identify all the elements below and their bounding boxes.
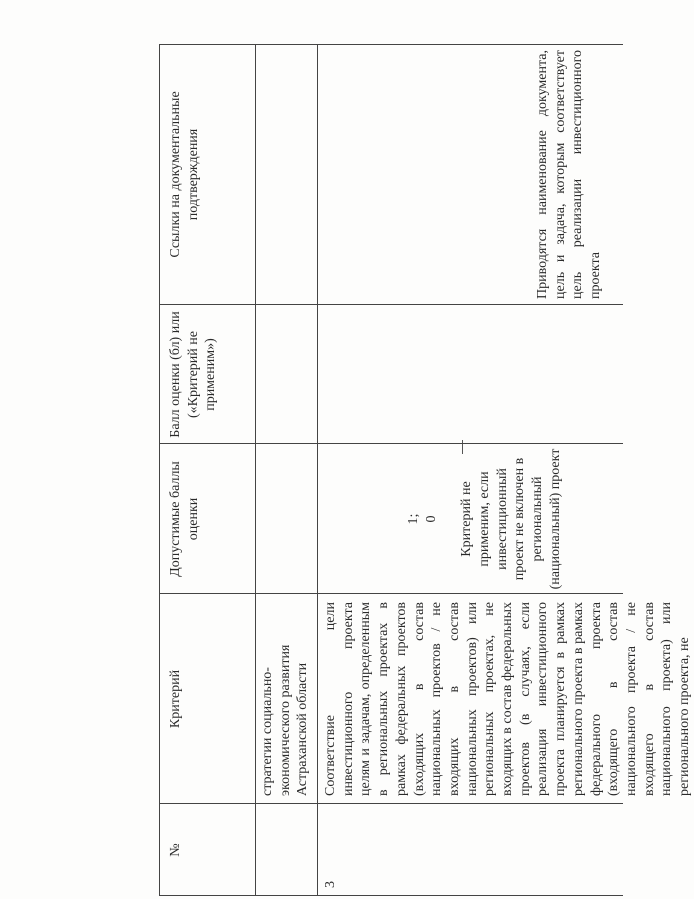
- header-references-text: Ссылки на документальные подтверждения: [168, 91, 201, 258]
- criteria-table: [159, 44, 693, 896]
- row2-allowed-scores: 1; 0 Критерий не применим, если инвестиционный проект не включен в региональный (национальный) проект: [406, 448, 563, 590]
- row1-score: [255, 305, 317, 444]
- row2-score: [317, 305, 623, 444]
- row2-num: 3: [323, 881, 338, 888]
- header-num: [159, 804, 255, 896]
- header-criterion-text: Критерий: [168, 669, 183, 729]
- row1-num: [255, 804, 317, 896]
- header-allowed-scores: [159, 444, 255, 594]
- header-allowed-scores-text: Допустимые баллы оценки: [168, 461, 201, 577]
- header-num-text: №: [168, 843, 183, 857]
- header-score-text: Балл оценки (бл) или («Критерий не применим»): [168, 311, 219, 438]
- row1-criterion: стратегии социально- экономического развития Астраханской области: [260, 644, 311, 796]
- header-score: [159, 305, 255, 444]
- row2-criterion: Соответствие цели инвестиционного проекта целям и задачам, определенным в региональных проектах в рамках федеральных проектов (входящих в состав национальных проектов / не входящих в состав национальных проектов) или региональных проектах, не входящих в состав федеральных проектов (в случаях, если реализация инвестиционного проекта планируется в рамках регионального проекта в рамках федерального проекта (входящего в состав национального проекта / не входящего в состав национального проекта) или регионального проекта, не: [323, 602, 693, 796]
- row1-allowed-scores: [255, 444, 317, 594]
- header-criterion: [159, 594, 255, 804]
- row1-references: [255, 44, 317, 305]
- header-references: [159, 44, 255, 305]
- row2-references: Приводятся наименование документа, цель и задача, которым соответствует цель реализации инвестиционного проекта: [535, 50, 604, 299]
